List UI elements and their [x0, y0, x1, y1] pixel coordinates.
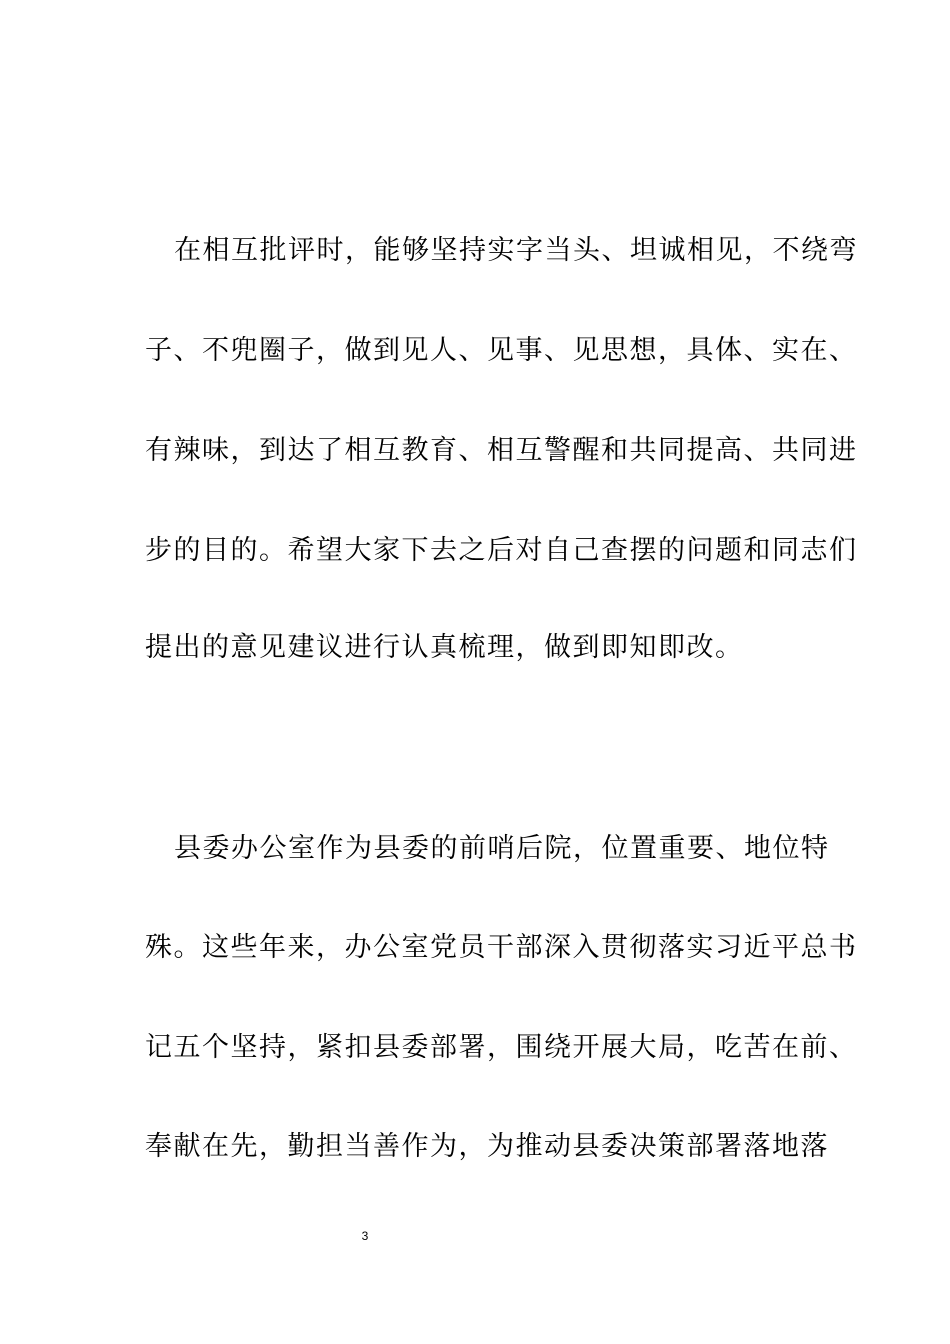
page-number: 3	[361, 1229, 369, 1243]
paragraph-line: 提出的意见建议进行认真梳理，做到即知即改。	[145, 632, 744, 663]
paragraph-line: 记五个坚持，紧扣县委部署，围绕开展大局，吃苦在前、	[145, 1032, 858, 1063]
paragraph-line: 步的目的。希望大家下去之后对自己查摆的问题和同志们	[145, 535, 858, 566]
paragraph-line: 子、不兜圈子，做到见人、见事、见思想，具体、实在、	[145, 335, 858, 366]
paragraph-line: 殊。这些年来，办公室党员干部深入贯彻落实习近平总书	[145, 932, 858, 963]
paragraph-line: 在相互批评时，能够坚持实字当头、坦诚相见，不绕弯	[174, 235, 858, 266]
paragraph-line: 县委办公室作为县委的前哨后院，位置重要、地位特	[174, 833, 830, 864]
paragraph-line: 奉献在先，勤担当善作为，为推动县委决策部署落地落	[145, 1131, 829, 1162]
paragraph-line: 有辣味，到达了相互教育、相互警醒和共同提高、共同进	[145, 435, 858, 466]
